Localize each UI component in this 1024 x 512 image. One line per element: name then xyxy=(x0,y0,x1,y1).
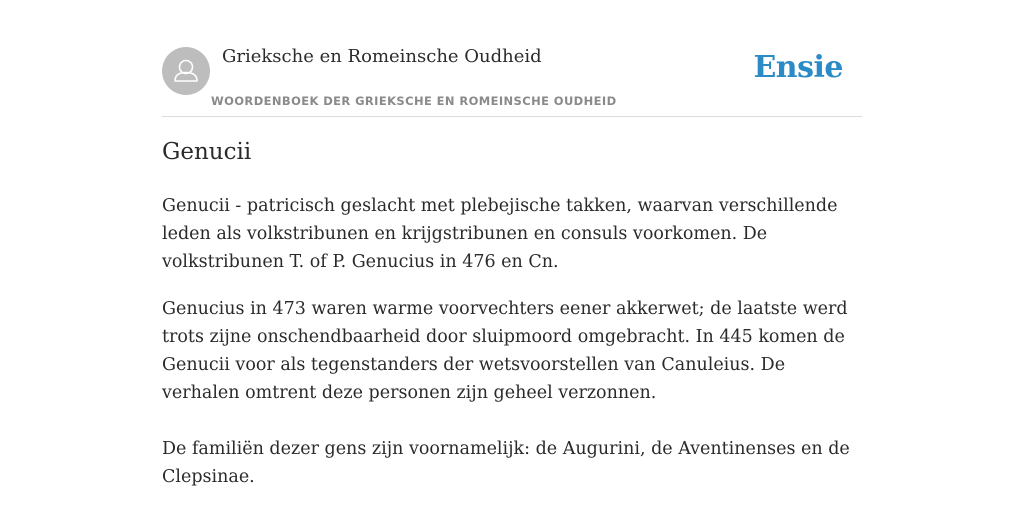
book-title[interactable]: Grieksche en Romeinsche Oudheid xyxy=(222,46,542,67)
header xyxy=(162,0,862,117)
avatar[interactable] xyxy=(162,47,210,95)
entry-paragraph: De familiën dezer gens zijn voornamelijk: de Augurini, de Aventinenses en de Clepsinae. xyxy=(162,439,850,487)
entry-paragraph: Genucius in 473 waren warme voorvechters eener akkerwet; de laatste werd trots zijne onschendbaarheid door sluipmoord omgebracht. In 445 komen de Genucii voor als tegenstanders der wetsvoorstellen van Canuleius. De verhalen omtrent deze personen zijn geheel verzonnen. xyxy=(162,299,848,403)
entry-paragraph: Genucii - patricisch geslacht met plebejische takken, waarvan verschillende leden als volkstribunen en krijgstribunen en consuls voorkomen. De volkstribunen T. of P. Genucius in 476 en Cn. xyxy=(162,196,838,272)
user-avatar-icon xyxy=(162,47,210,95)
ensie-logo[interactable]: Ensie xyxy=(753,50,843,85)
book-subtitle[interactable]: WOORDENBOEK DER GRIEKSCHE EN ROMEINSCHE OUDHEID xyxy=(211,94,617,108)
entry-title: Genucii xyxy=(162,139,252,165)
page xyxy=(162,0,862,512)
